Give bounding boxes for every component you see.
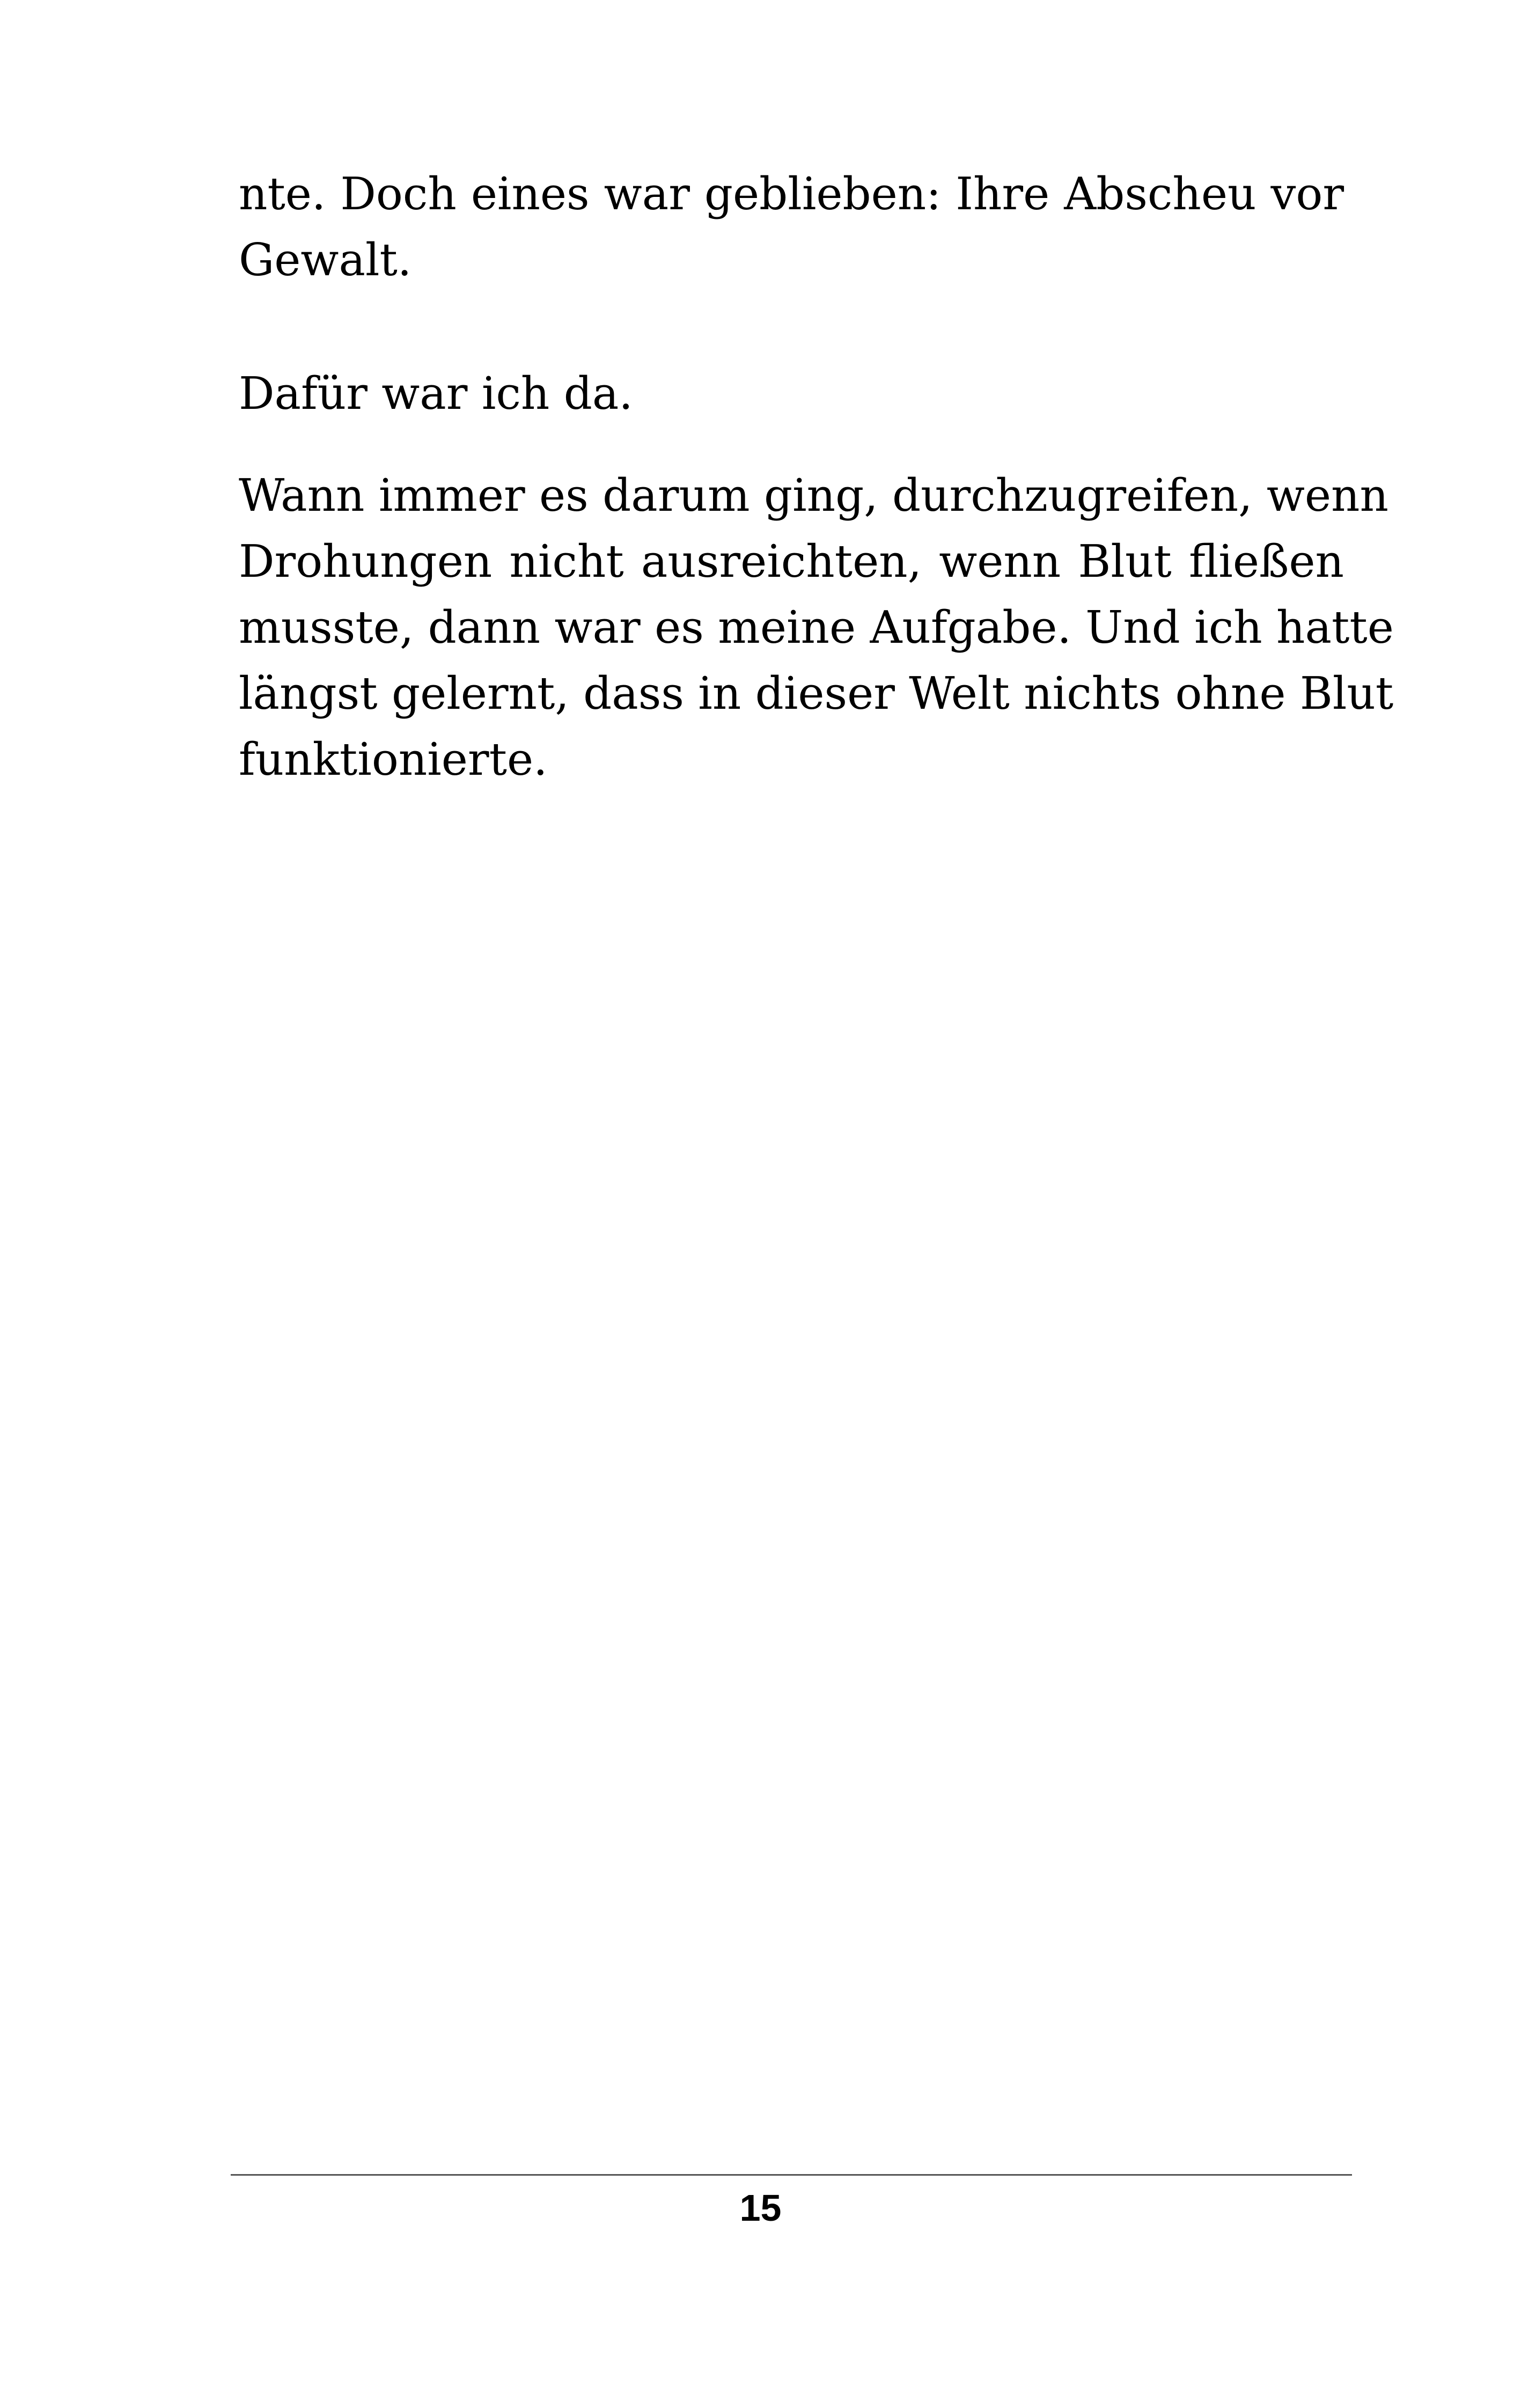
text-line: Dafür war ich da. <box>239 368 633 420</box>
text-line: musste, dann war es meine Aufgabe. Und ich hatte <box>239 601 1394 654</box>
paragraph-main <box>239 462 1394 792</box>
footer-divider <box>231 2174 1352 2176</box>
text-line: längst gelernt, dass in dieser Welt nichts ohne Blut <box>239 667 1394 720</box>
text-line: Gewalt. <box>239 234 412 286</box>
page-number: 15 <box>739 2187 782 2229</box>
paragraph-continuation <box>239 161 1344 293</box>
text-line: Drohungen nicht ausreichten, wenn Blut fließen <box>239 535 1344 588</box>
text-line: nte. Doch eines war geblieben: Ihre Abscheu vor <box>239 168 1344 220</box>
text-line: funktionierte. <box>239 733 548 785</box>
text-line: Wann immer es darum ging, durchzugreifen, wenn <box>239 469 1388 522</box>
paragraph-short <box>239 361 1344 427</box>
